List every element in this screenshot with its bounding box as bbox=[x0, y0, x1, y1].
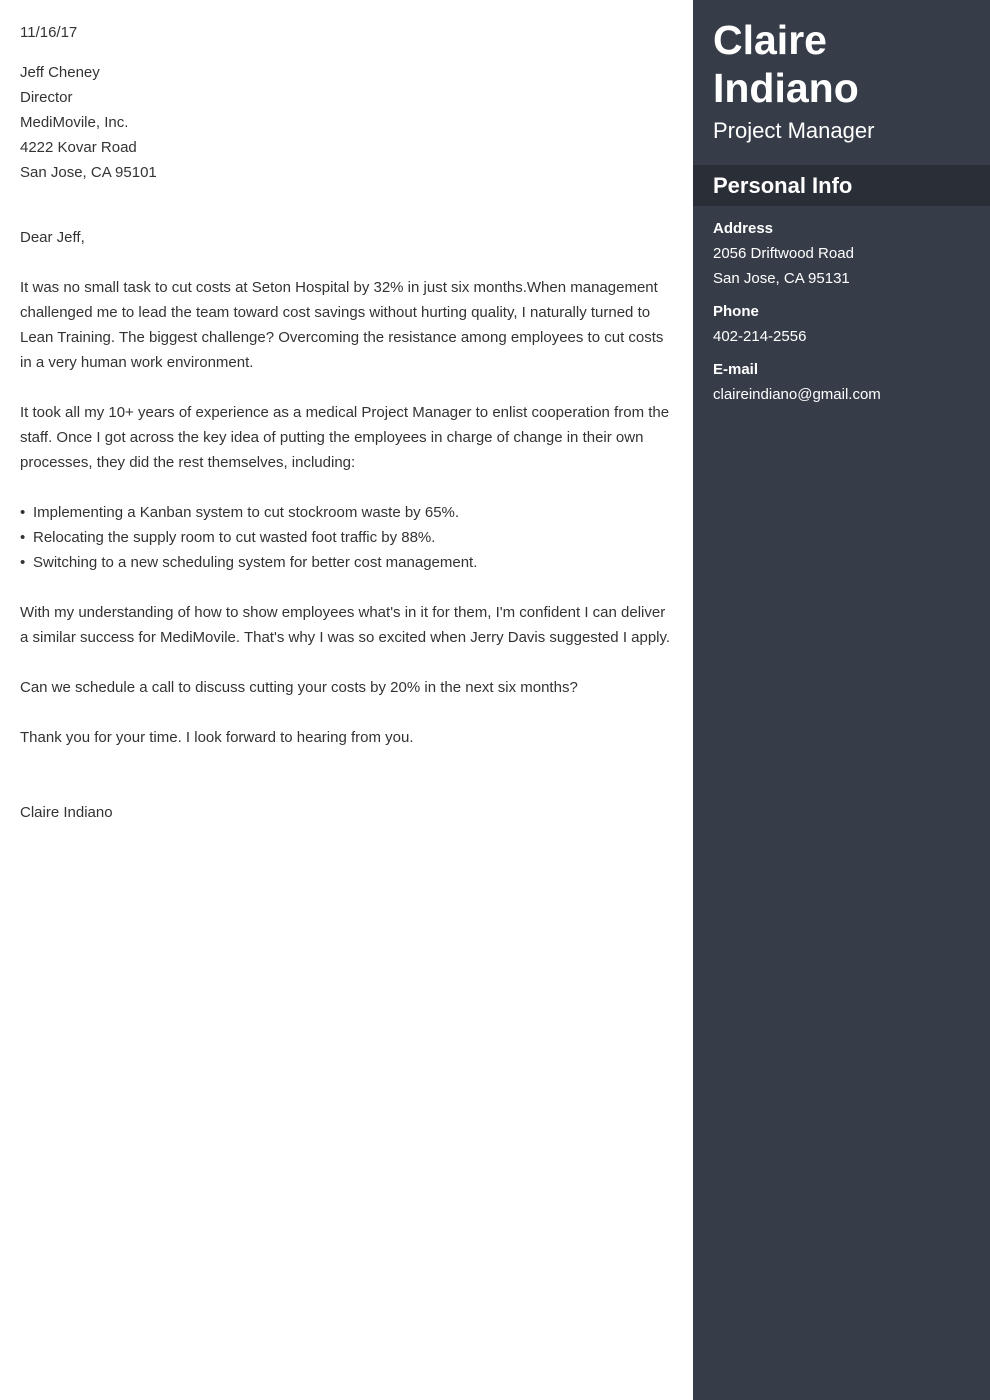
paragraph-experience: It took all my 10+ years of experience as a medical Project Manager to enlist cooperation from the staff. Once I got across the key idea of putting the employees in charge of change in their own processes, they did the rest themselves, including: bbox=[20, 404, 670, 471]
bullet-icon: • bbox=[20, 504, 26, 521]
email-block bbox=[713, 357, 970, 407]
email-label: E-mail bbox=[713, 361, 759, 378]
personal-info-header: Personal Info bbox=[693, 165, 990, 206]
address-block bbox=[713, 216, 970, 291]
list-item-text: Switching to a new scheduling system for better cost management. bbox=[33, 554, 478, 571]
list-item-text: Implementing a Kanban system to cut stockroom waste by 65%. bbox=[33, 504, 460, 521]
list-item bbox=[20, 525, 673, 550]
recipient-title: Director bbox=[20, 89, 73, 106]
recipient-street: 4222 Kovar Road bbox=[20, 139, 137, 156]
address-line-2: San Jose, CA 95131 bbox=[713, 270, 850, 287]
bullet-icon: • bbox=[20, 554, 26, 571]
list-item bbox=[20, 500, 673, 525]
phone-block bbox=[713, 299, 970, 349]
recipient-company: MediMovile, Inc. bbox=[20, 114, 129, 131]
recipient-city: San Jose, CA 95101 bbox=[20, 164, 157, 181]
job-title: Project Manager bbox=[713, 118, 875, 143]
paragraph-thanks: Thank you for your time. I look forward to hearing from you. bbox=[20, 729, 414, 746]
personal-info bbox=[693, 206, 990, 407]
signature: Claire Indiano bbox=[20, 804, 113, 821]
recipient-name: Jeff Cheney bbox=[20, 64, 100, 81]
phone-label: Phone bbox=[713, 303, 759, 320]
address-line-1: 2056 Driftwood Road bbox=[713, 245, 854, 262]
recipient-block bbox=[20, 60, 673, 185]
bullet-icon: • bbox=[20, 529, 26, 546]
letter-date: 11/16/17 bbox=[20, 24, 78, 41]
phone-value: 402-214-2556 bbox=[713, 328, 807, 345]
list-item-text: Relocating the supply room to cut wasted foot traffic by 88%. bbox=[33, 529, 436, 546]
sidebar bbox=[693, 0, 990, 1400]
achievements-list bbox=[20, 500, 673, 575]
email-value: claireindiano@gmail.com bbox=[713, 386, 881, 403]
list-item bbox=[20, 550, 673, 575]
paragraph-call-to-action: Can we schedule a call to discuss cutting your costs by 20% in the next six months? bbox=[20, 679, 578, 696]
paragraph-intro: It was no small task to cut costs at Seton Hospital by 32% in just six months.When management challenged me to lead the team toward cost savings without hurting quality, I naturally turned to Lean Training. The biggest challenge? Overcoming the resistance among employees to cut costs in a very human work environment. bbox=[20, 279, 664, 371]
candidate-name bbox=[693, 0, 990, 112]
salutation: Dear Jeff, bbox=[20, 229, 85, 246]
last-name: Indiano bbox=[713, 65, 859, 111]
address-label: Address bbox=[713, 220, 774, 237]
paragraph-confidence: With my understanding of how to show employees what's in it for them, I'm confident I can deliver a similar success for MediMovile. That's why I was so excited when Jerry Davis suggested I apply. bbox=[20, 604, 671, 646]
first-name: Claire bbox=[713, 17, 827, 63]
